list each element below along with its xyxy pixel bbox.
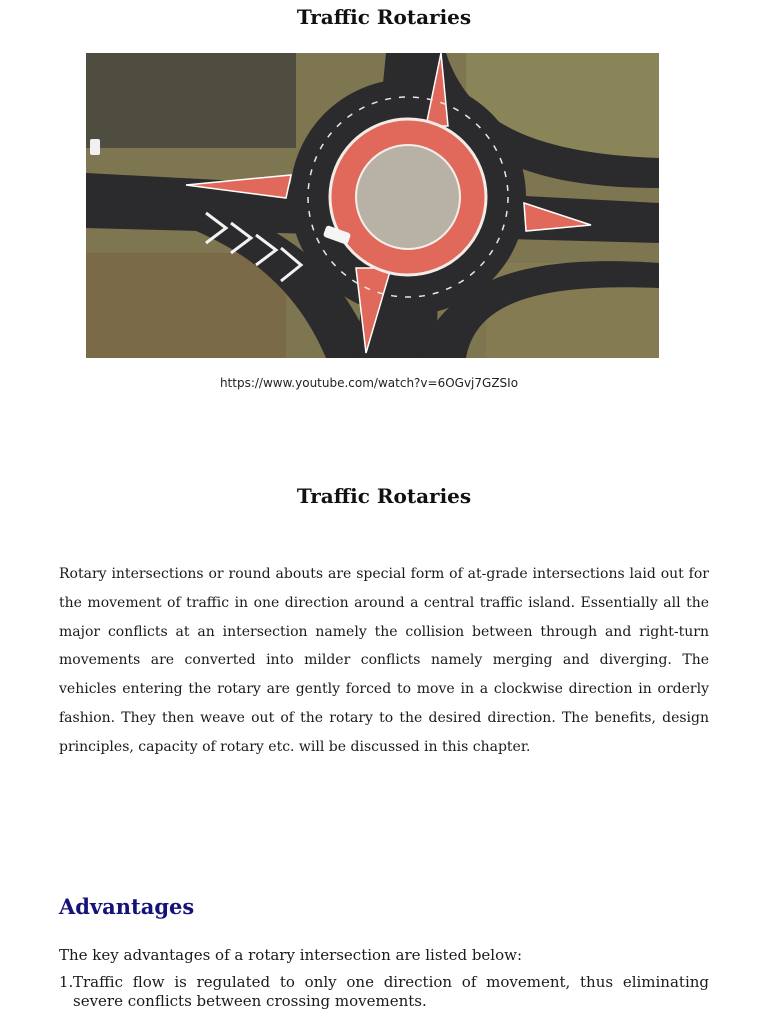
advantages-lead: The key advantages of a rotary intersection are listed below:: [59, 946, 523, 964]
list-item-text: Traffic flow is regulated to only one direction of movement, thus eliminating severe conflicts between crossing movements.: [73, 973, 709, 1010]
image-caption-link[interactable]: https://www.youtube.com/watch?v=6OGvj7GZSIo: [219, 376, 519, 390]
rotary-aerial-photo: [86, 53, 659, 358]
intro-paragraph: Rotary intersections or round abouts are special form of at-grade intersections laid out for the movement of traffic in one direction around a central traffic island. Essentially all the major conflicts at an intersection namely the collision between through and right-turn movements are converted into milder conflicts namely merging and diverging. The vehicles entering the rotary are gently forced to move in a clockwise direction in orderly fashion. They then weave out of the rotary to the desired direction. The benefits, design principles, capacity of rotary etc. will be discussed in this chapter.: [59, 566, 709, 755]
page-title: Traffic Rotaries: [296, 5, 472, 29]
advantages-heading: Advantages: [59, 894, 195, 919]
advantages-list: [59, 973, 709, 1015]
list-item-number: 1.: [59, 973, 74, 991]
list-item: [59, 973, 709, 1011]
rotary-illustration: [86, 53, 659, 358]
section-title: Traffic Rotaries: [296, 484, 472, 508]
